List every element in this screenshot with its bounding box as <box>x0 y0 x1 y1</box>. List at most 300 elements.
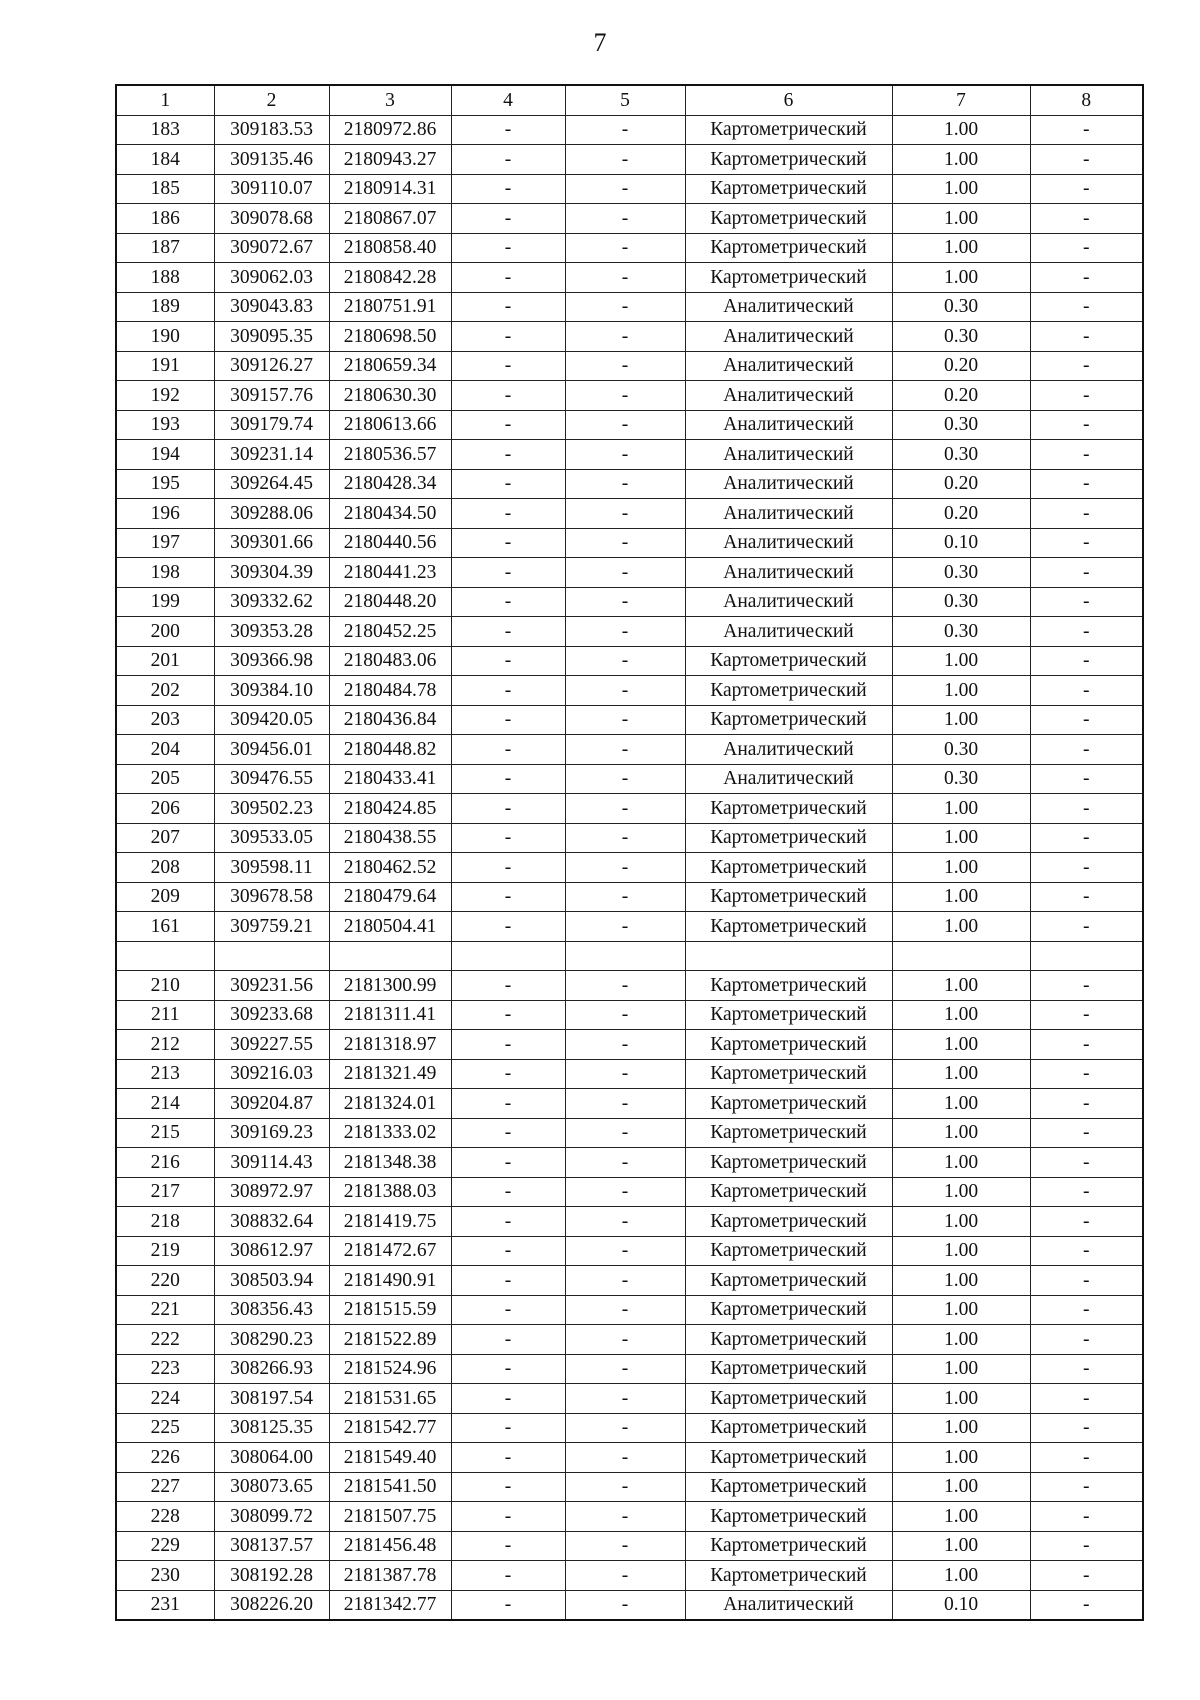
column-5-cell: - <box>565 204 685 234</box>
table-row <box>116 1325 1143 1355</box>
y-coordinate-cell: 2180536.57 <box>329 440 451 470</box>
point-number-cell <box>116 941 214 971</box>
table-row <box>116 1384 1143 1414</box>
column-8-cell: - <box>1030 558 1143 588</box>
table-row <box>116 351 1143 381</box>
accuracy-cell: 1.00 <box>892 1089 1030 1119</box>
x-coordinate-cell: 309095.35 <box>214 322 329 352</box>
accuracy-cell: 0.30 <box>892 764 1030 794</box>
table-row <box>116 292 1143 322</box>
accuracy-cell: 1.00 <box>892 1531 1030 1561</box>
column-8-cell: - <box>1030 351 1143 381</box>
table-row <box>116 469 1143 499</box>
y-coordinate-cell: 2180972.86 <box>329 115 451 145</box>
x-coordinate-cell: 309759.21 <box>214 912 329 942</box>
accuracy-cell: 1.00 <box>892 233 1030 263</box>
point-number-cell: 229 <box>116 1531 214 1561</box>
method-cell: Картометрический <box>685 1561 892 1591</box>
column-5-cell: - <box>565 410 685 440</box>
y-coordinate-cell: 2180630.30 <box>329 381 451 411</box>
column-4-cell: - <box>451 1089 565 1119</box>
table-row <box>116 794 1143 824</box>
table-row <box>116 1236 1143 1266</box>
column-8-cell: - <box>1030 469 1143 499</box>
column-8-cell: - <box>1030 1148 1143 1178</box>
column-4-cell: - <box>451 558 565 588</box>
accuracy-cell: 1.00 <box>892 676 1030 706</box>
column-5-cell: - <box>565 115 685 145</box>
column-4-cell: - <box>451 351 565 381</box>
x-coordinate-cell: 308832.64 <box>214 1207 329 1237</box>
point-number-cell: 227 <box>116 1472 214 1502</box>
column-5-cell: - <box>565 1531 685 1561</box>
y-coordinate-cell: 2180484.78 <box>329 676 451 706</box>
method-cell: Аналитический <box>685 469 892 499</box>
point-number-cell: 218 <box>116 1207 214 1237</box>
column-4-cell: - <box>451 646 565 676</box>
y-coordinate-cell: 2180433.41 <box>329 764 451 794</box>
y-coordinate-cell: 2181472.67 <box>329 1236 451 1266</box>
column-4-cell: - <box>451 410 565 440</box>
column-8-cell: - <box>1030 882 1143 912</box>
column-header: 2 <box>214 85 329 115</box>
column-8-cell: - <box>1030 764 1143 794</box>
table-row <box>116 1266 1143 1296</box>
column-4-cell: - <box>451 440 565 470</box>
point-number-cell: 230 <box>116 1561 214 1591</box>
column-8-cell: - <box>1030 705 1143 735</box>
table-row <box>116 499 1143 529</box>
method-cell: Аналитический <box>685 322 892 352</box>
point-number-cell: 210 <box>116 971 214 1001</box>
column-5-cell: - <box>565 1413 685 1443</box>
table-row <box>116 558 1143 588</box>
method-cell: Картометрический <box>685 1472 892 1502</box>
table-row <box>116 705 1143 735</box>
x-coordinate-cell: 309598.11 <box>214 853 329 883</box>
column-5-cell: - <box>565 764 685 794</box>
column-5-cell: - <box>565 1059 685 1089</box>
column-5-cell: - <box>565 1590 685 1620</box>
accuracy-cell: 0.20 <box>892 499 1030 529</box>
method-cell: Картометрический <box>685 853 892 883</box>
column-5-cell <box>565 941 685 971</box>
accuracy-cell: 1.00 <box>892 1266 1030 1296</box>
column-4-cell: - <box>451 469 565 499</box>
y-coordinate-cell: 2181321.49 <box>329 1059 451 1089</box>
method-cell <box>685 941 892 971</box>
method-cell: Картометрический <box>685 1413 892 1443</box>
column-8-cell: - <box>1030 381 1143 411</box>
x-coordinate-cell: 309114.43 <box>214 1148 329 1178</box>
table-row <box>116 1000 1143 1030</box>
x-coordinate-cell: 309420.05 <box>214 705 329 735</box>
column-4-cell: - <box>451 587 565 617</box>
accuracy-cell: 1.00 <box>892 853 1030 883</box>
y-coordinate-cell: 2181311.41 <box>329 1000 451 1030</box>
x-coordinate-cell: 309353.28 <box>214 617 329 647</box>
column-5-cell: - <box>565 440 685 470</box>
column-5-cell: - <box>565 587 685 617</box>
table-row <box>116 735 1143 765</box>
y-coordinate-cell: 2181342.77 <box>329 1590 451 1620</box>
point-number-cell: 217 <box>116 1177 214 1207</box>
x-coordinate-cell: 309126.27 <box>214 351 329 381</box>
table-row <box>116 823 1143 853</box>
x-coordinate-cell: 308972.97 <box>214 1177 329 1207</box>
y-coordinate-cell: 2180842.28 <box>329 263 451 293</box>
method-cell: Картометрический <box>685 794 892 824</box>
column-4-cell: - <box>451 1384 565 1414</box>
accuracy-cell: 1.00 <box>892 1207 1030 1237</box>
method-cell: Картометрический <box>685 882 892 912</box>
table-row <box>116 145 1143 175</box>
column-4-cell: - <box>451 263 565 293</box>
column-5-cell: - <box>565 882 685 912</box>
method-cell: Картометрический <box>685 1502 892 1532</box>
y-coordinate-cell: 2180441.23 <box>329 558 451 588</box>
method-cell: Аналитический <box>685 381 892 411</box>
table-header-row <box>116 85 1143 115</box>
x-coordinate-cell: 308137.57 <box>214 1531 329 1561</box>
table-row <box>116 115 1143 145</box>
table-row <box>116 1148 1143 1178</box>
x-coordinate-cell: 309384.10 <box>214 676 329 706</box>
method-cell: Аналитический <box>685 410 892 440</box>
y-coordinate-cell: 2181387.78 <box>329 1561 451 1591</box>
y-coordinate-cell: 2180914.31 <box>329 174 451 204</box>
method-cell: Картометрический <box>685 204 892 234</box>
column-5-cell: - <box>565 292 685 322</box>
column-5-cell: - <box>565 1472 685 1502</box>
column-4-cell: - <box>451 617 565 647</box>
x-coordinate-cell: 308290.23 <box>214 1325 329 1355</box>
x-coordinate-cell: 309183.53 <box>214 115 329 145</box>
accuracy-cell: 0.10 <box>892 1590 1030 1620</box>
y-coordinate-cell: 2181507.75 <box>329 1502 451 1532</box>
x-coordinate-cell: 309288.06 <box>214 499 329 529</box>
point-number-cell: 207 <box>116 823 214 853</box>
method-cell: Аналитический <box>685 735 892 765</box>
point-number-cell: 211 <box>116 1000 214 1030</box>
x-coordinate-cell: 308612.97 <box>214 1236 329 1266</box>
x-coordinate-cell: 308266.93 <box>214 1354 329 1384</box>
column-8-cell: - <box>1030 735 1143 765</box>
column-4-cell: - <box>451 499 565 529</box>
column-5-cell: - <box>565 1443 685 1473</box>
accuracy-cell: 1.00 <box>892 174 1030 204</box>
column-4-cell: - <box>451 971 565 1001</box>
accuracy-cell: 1.00 <box>892 1177 1030 1207</box>
method-cell: Картометрический <box>685 823 892 853</box>
accuracy-cell: 0.30 <box>892 410 1030 440</box>
column-8-cell: - <box>1030 1325 1143 1355</box>
column-4-cell: - <box>451 528 565 558</box>
column-5-cell: - <box>565 174 685 204</box>
column-4-cell: - <box>451 853 565 883</box>
x-coordinate-cell: 309456.01 <box>214 735 329 765</box>
column-8-cell: - <box>1030 292 1143 322</box>
column-4-cell: - <box>451 764 565 794</box>
point-number-cell: 208 <box>116 853 214 883</box>
table-row <box>116 174 1143 204</box>
x-coordinate-cell: 309062.03 <box>214 263 329 293</box>
method-cell: Картометрический <box>685 646 892 676</box>
y-coordinate-cell: 2181300.99 <box>329 971 451 1001</box>
method-cell: Картометрический <box>685 263 892 293</box>
column-4-cell: - <box>451 1059 565 1089</box>
table-row <box>116 410 1143 440</box>
accuracy-cell: 1.00 <box>892 1443 1030 1473</box>
accuracy-cell: 1.00 <box>892 1384 1030 1414</box>
column-5-cell: - <box>565 1030 685 1060</box>
accuracy-cell: 1.00 <box>892 263 1030 293</box>
y-coordinate-cell: 2180479.64 <box>329 882 451 912</box>
column-4-cell: - <box>451 1325 565 1355</box>
method-cell: Картометрический <box>685 174 892 204</box>
x-coordinate-cell: 309502.23 <box>214 794 329 824</box>
accuracy-cell: 1.00 <box>892 971 1030 1001</box>
column-5-cell: - <box>565 823 685 853</box>
point-number-cell: 185 <box>116 174 214 204</box>
y-coordinate-cell: 2181541.50 <box>329 1472 451 1502</box>
method-cell: Аналитический <box>685 764 892 794</box>
y-coordinate-cell: 2180424.85 <box>329 794 451 824</box>
column-4-cell: - <box>451 204 565 234</box>
accuracy-cell: 1.00 <box>892 1059 1030 1089</box>
point-number-cell: 202 <box>116 676 214 706</box>
point-number-cell: 203 <box>116 705 214 735</box>
table-row <box>116 1531 1143 1561</box>
x-coordinate-cell: 309304.39 <box>214 558 329 588</box>
column-header: 8 <box>1030 85 1143 115</box>
accuracy-cell: 0.30 <box>892 558 1030 588</box>
column-8-cell: - <box>1030 1561 1143 1591</box>
x-coordinate-cell: 309078.68 <box>214 204 329 234</box>
column-4-cell: - <box>451 676 565 706</box>
column-4-cell: - <box>451 1561 565 1591</box>
x-coordinate-cell: 309072.67 <box>214 233 329 263</box>
column-5-cell: - <box>565 617 685 647</box>
column-8-cell: - <box>1030 322 1143 352</box>
column-4-cell: - <box>451 1295 565 1325</box>
table-row <box>116 912 1143 942</box>
point-number-cell: 186 <box>116 204 214 234</box>
point-number-cell: 161 <box>116 912 214 942</box>
y-coordinate-cell: 2181490.91 <box>329 1266 451 1296</box>
accuracy-cell: 0.20 <box>892 381 1030 411</box>
column-4-cell: - <box>451 1030 565 1060</box>
point-number-cell: 225 <box>116 1413 214 1443</box>
point-number-cell: 212 <box>116 1030 214 1060</box>
point-number-cell: 194 <box>116 440 214 470</box>
y-coordinate-cell: 2180448.82 <box>329 735 451 765</box>
point-number-cell: 191 <box>116 351 214 381</box>
column-8-cell: - <box>1030 912 1143 942</box>
column-4-cell: - <box>451 705 565 735</box>
y-coordinate-cell: 2181388.03 <box>329 1177 451 1207</box>
column-8-cell: - <box>1030 499 1143 529</box>
column-5-cell: - <box>565 1384 685 1414</box>
column-8-cell: - <box>1030 1384 1143 1414</box>
column-5-cell: - <box>565 1207 685 1237</box>
table-row <box>116 1089 1143 1119</box>
x-coordinate-cell: 309366.98 <box>214 646 329 676</box>
x-coordinate-cell: 309231.14 <box>214 440 329 470</box>
accuracy-cell: 1.00 <box>892 1354 1030 1384</box>
column-5-cell: - <box>565 528 685 558</box>
column-5-cell: - <box>565 971 685 1001</box>
table-row <box>116 1354 1143 1384</box>
table-row <box>116 1443 1143 1473</box>
x-coordinate-cell: 308073.65 <box>214 1472 329 1502</box>
accuracy-cell: 1.00 <box>892 145 1030 175</box>
accuracy-cell: 1.00 <box>892 705 1030 735</box>
column-8-cell: - <box>1030 440 1143 470</box>
table-row <box>116 617 1143 647</box>
column-5-cell: - <box>565 1177 685 1207</box>
method-cell: Картометрический <box>685 1531 892 1561</box>
point-number-cell: 222 <box>116 1325 214 1355</box>
column-header: 4 <box>451 85 565 115</box>
y-coordinate-cell: 2180504.41 <box>329 912 451 942</box>
accuracy-cell: 1.00 <box>892 1472 1030 1502</box>
page-number: 7 <box>593 28 607 57</box>
x-coordinate-cell: 309169.23 <box>214 1118 329 1148</box>
table-row <box>116 1207 1143 1237</box>
method-cell: Картометрический <box>685 1000 892 1030</box>
column-header: 1 <box>116 85 214 115</box>
x-coordinate-cell: 309678.58 <box>214 882 329 912</box>
method-cell: Картометрический <box>685 1089 892 1119</box>
method-cell: Картометрический <box>685 1325 892 1355</box>
x-coordinate-cell: 309332.62 <box>214 587 329 617</box>
point-number-cell: 205 <box>116 764 214 794</box>
column-8-cell: - <box>1030 1354 1143 1384</box>
method-cell: Картометрический <box>685 1236 892 1266</box>
x-coordinate-cell: 309227.55 <box>214 1030 329 1060</box>
method-cell: Картометрический <box>685 1384 892 1414</box>
column-4-cell: - <box>451 1148 565 1178</box>
column-4-cell <box>451 941 565 971</box>
column-8-cell <box>1030 941 1143 971</box>
column-5-cell: - <box>565 1561 685 1591</box>
column-8-cell: - <box>1030 646 1143 676</box>
y-coordinate-cell: 2181318.97 <box>329 1030 451 1060</box>
column-5-cell: - <box>565 469 685 499</box>
y-coordinate-cell: 2180462.52 <box>329 853 451 883</box>
method-cell: Картометрический <box>685 1148 892 1178</box>
column-8-cell: - <box>1030 1059 1143 1089</box>
x-coordinate-cell: 308503.94 <box>214 1266 329 1296</box>
table-row <box>116 853 1143 883</box>
accuracy-cell: 0.20 <box>892 351 1030 381</box>
x-coordinate-cell: 308125.35 <box>214 1413 329 1443</box>
column-5-cell: - <box>565 735 685 765</box>
column-4-cell: - <box>451 145 565 175</box>
accuracy-cell: 1.00 <box>892 1148 1030 1178</box>
column-8-cell: - <box>1030 263 1143 293</box>
method-cell: Картометрический <box>685 145 892 175</box>
table-row <box>116 263 1143 293</box>
method-cell: Аналитический <box>685 440 892 470</box>
y-coordinate-cell: 2181515.59 <box>329 1295 451 1325</box>
column-4-cell: - <box>451 1266 565 1296</box>
column-8-cell: - <box>1030 823 1143 853</box>
column-4-cell: - <box>451 381 565 411</box>
x-coordinate-cell: 309233.68 <box>214 1000 329 1030</box>
column-5-cell: - <box>565 853 685 883</box>
column-5-cell: - <box>565 322 685 352</box>
accuracy-cell: 1.00 <box>892 882 1030 912</box>
point-number-cell: 198 <box>116 558 214 588</box>
column-5-cell: - <box>565 1325 685 1355</box>
x-coordinate-cell: 309043.83 <box>214 292 329 322</box>
accuracy-cell: 1.00 <box>892 1000 1030 1030</box>
column-8-cell: - <box>1030 971 1143 1001</box>
y-coordinate-cell: 2181522.89 <box>329 1325 451 1355</box>
table-row <box>116 1177 1143 1207</box>
method-cell: Аналитический <box>685 528 892 558</box>
table-row <box>116 1059 1143 1089</box>
method-cell: Аналитический <box>685 499 892 529</box>
column-4-cell: - <box>451 233 565 263</box>
accuracy-cell: 0.30 <box>892 617 1030 647</box>
point-number-cell: 209 <box>116 882 214 912</box>
column-8-cell: - <box>1030 528 1143 558</box>
method-cell: Картометрический <box>685 233 892 263</box>
method-cell: Картометрический <box>685 115 892 145</box>
y-coordinate-cell: 2180452.25 <box>329 617 451 647</box>
accuracy-cell: 1.00 <box>892 1295 1030 1325</box>
y-coordinate-cell: 2180659.34 <box>329 351 451 381</box>
point-number-cell: 184 <box>116 145 214 175</box>
column-8-cell: - <box>1030 145 1143 175</box>
table-row <box>116 676 1143 706</box>
point-number-cell: 226 <box>116 1443 214 1473</box>
accuracy-cell: 1.00 <box>892 1502 1030 1532</box>
point-number-cell: 224 <box>116 1384 214 1414</box>
column-4-cell: - <box>451 1354 565 1384</box>
point-number-cell: 216 <box>116 1148 214 1178</box>
column-5-cell: - <box>565 145 685 175</box>
column-8-cell: - <box>1030 1413 1143 1443</box>
point-number-cell: 223 <box>116 1354 214 1384</box>
accuracy-cell: 1.00 <box>892 912 1030 942</box>
point-number-cell: 183 <box>116 115 214 145</box>
method-cell: Аналитический <box>685 617 892 647</box>
point-number-cell: 213 <box>116 1059 214 1089</box>
method-cell: Аналитический <box>685 351 892 381</box>
column-5-cell: - <box>565 558 685 588</box>
column-5-cell: - <box>565 1148 685 1178</box>
column-4-cell: - <box>451 1443 565 1473</box>
column-5-cell: - <box>565 646 685 676</box>
point-number-cell: 215 <box>116 1118 214 1148</box>
y-coordinate-cell: 2180440.56 <box>329 528 451 558</box>
column-header: 7 <box>892 85 1030 115</box>
y-coordinate-cell: 2180438.55 <box>329 823 451 853</box>
x-coordinate-cell: 309476.55 <box>214 764 329 794</box>
column-5-cell: - <box>565 705 685 735</box>
accuracy-cell: 1.00 <box>892 794 1030 824</box>
column-8-cell: - <box>1030 233 1143 263</box>
method-cell: Картометрический <box>685 971 892 1001</box>
x-coordinate-cell: 308064.00 <box>214 1443 329 1473</box>
column-4-cell: - <box>451 292 565 322</box>
x-coordinate-cell: 308099.72 <box>214 1502 329 1532</box>
point-number-cell: 221 <box>116 1295 214 1325</box>
